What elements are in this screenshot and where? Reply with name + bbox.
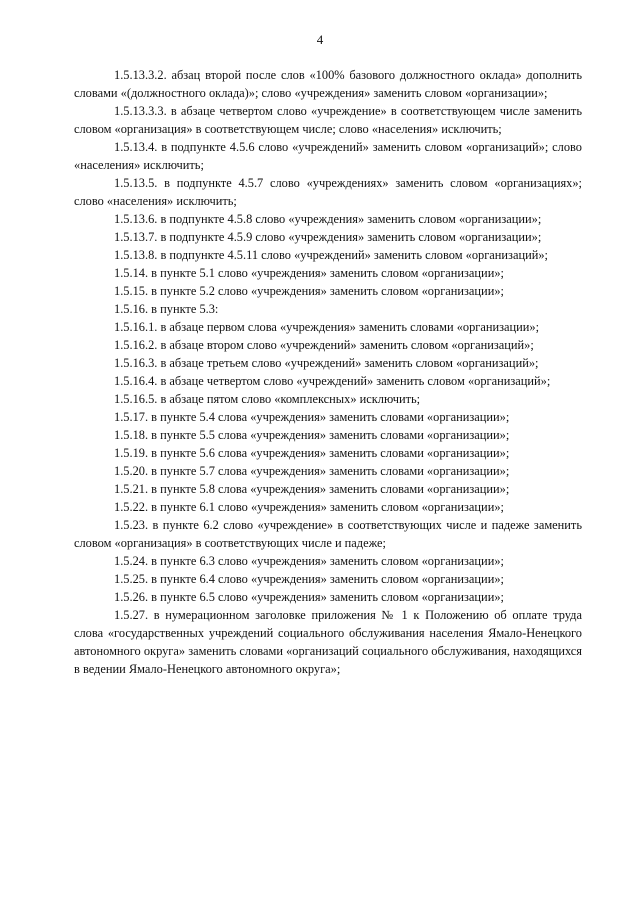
paragraph-1-5-13-7: 1.5.13.7. в подпункте 4.5.9 слово «учреждения» заменить словом «организации»; xyxy=(114,230,542,244)
paragraph-1-5-24: 1.5.24. в пункте 6.3 слово «учреждения» заменить словом «организации»; xyxy=(114,554,504,568)
paragraph-1-5-27: 1.5.27. в нумерационном заголовке приложения № 1 к Положению об оплате труда слова «государственных учреждений социального обслуживания населения Ямало-Ненецкого автономного округа» заменить словами «организаций социального обслуживания, находящихся в ведении Ямало-Ненецкого автономного округа»; xyxy=(74,608,582,676)
paragraph-1-5-14: 1.5.14. в пункте 5.1 слово «учреждения» заменить словом «организации»; xyxy=(114,266,504,280)
paragraph-1-5-16-1: 1.5.16.1. в абзаце первом слова «учреждения» заменить словами «организации»; xyxy=(114,320,540,334)
paragraph-1-5-16: 1.5.16. в пункте 5.3: xyxy=(114,302,219,316)
paragraph-1-5-13-4: 1.5.13.4. в подпункте 4.5.6 слово «учреждений» заменить словом «организаций»; слово «населения» исключить; xyxy=(74,140,582,172)
paragraph-1-5-16-4: 1.5.16.4. в абзаце четвертом слово «учреждений» заменить словом «организаций»; xyxy=(114,374,551,388)
paragraph-1-5-21: 1.5.21. в пункте 5.8 слова «учреждения» заменить словами «организации»; xyxy=(114,482,510,496)
paragraph-1-5-13-3-3: 1.5.13.3.3. в абзаце четвертом слово «учреждение» в соответствующем числе заменить словом «организация» в соответствующем числе; слово «населения» исключить; xyxy=(74,104,582,136)
paragraph-1-5-19: 1.5.19. в пункте 5.6 слова «учреждения» заменить словами «организации»; xyxy=(114,446,510,460)
paragraph-1-5-16-3: 1.5.16.3. в абзаце третьем слово «учреждений» заменить словом «организаций»; xyxy=(114,356,539,370)
paragraph-1-5-15: 1.5.15. в пункте 5.2 слово «учреждения» заменить словом «организации»; xyxy=(114,284,504,298)
paragraph-1-5-20: 1.5.20. в пункте 5.7 слова «учреждения» заменить словами «организации»; xyxy=(114,464,510,478)
paragraph-1-5-16-5: 1.5.16.5. в абзаце пятом слово «комплексных» исключить; xyxy=(114,392,421,406)
paragraph-1-5-23: 1.5.23. в пункте 6.2 слово «учреждение» в соответствующих числе и падеже заменить словом «организация» в соответствующих числе и падеже; xyxy=(74,518,582,550)
paragraph-1-5-22: 1.5.22. в пункте 6.1 слово «учреждения» заменить словом «организации»; xyxy=(114,500,504,514)
page-number: 4 xyxy=(316,32,324,47)
paragraph-1-5-26: 1.5.26. в пункте 6.5 слово «учреждения» заменить словом «организации»; xyxy=(114,590,504,604)
paragraph-1-5-13-5: 1.5.13.5. в подпункте 4.5.7 слово «учреждениях» заменить словом «организациях»; слово «населения» исключить; xyxy=(74,176,582,208)
paragraph-1-5-18: 1.5.18. в пункте 5.5 слова «учреждения» заменить словами «организации»; xyxy=(114,428,510,442)
paragraph-1-5-13-6: 1.5.13.6. в подпункте 4.5.8 слово «учреждения» заменить словом «организации»; xyxy=(114,212,542,226)
paragraph-1-5-13-8: 1.5.13.8. в подпункте 4.5.11 слово «учреждений» заменить словом «организаций»; xyxy=(114,248,548,262)
paragraph-1-5-13-3-2: 1.5.13.3.2. абзац второй после слов «100% базового должностного оклада» дополнить словами «(должностного оклада)»; слово «учреждения» заменить словом «организации»; xyxy=(74,68,582,100)
document-body xyxy=(74,66,582,678)
paragraph-1-5-16-2: 1.5.16.2. в абзаце втором слово «учреждений» заменить словом «организаций»; xyxy=(114,338,534,352)
paragraph-1-5-25: 1.5.25. в пункте 6.4 слово «учреждения» заменить словом «организации»; xyxy=(114,572,504,586)
paragraph-1-5-17: 1.5.17. в пункте 5.4 слова «учреждения» заменить словами «организации»; xyxy=(114,410,510,424)
